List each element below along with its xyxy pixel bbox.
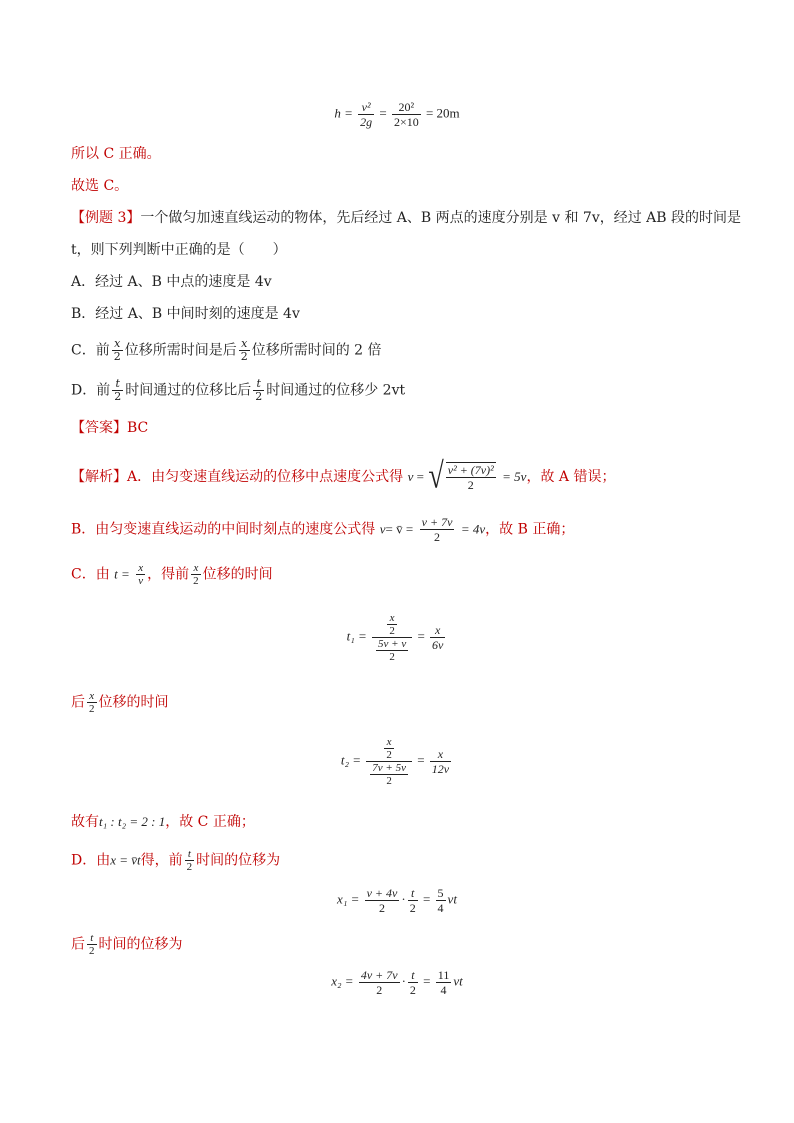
option-d: D．前 $\frac{t}{2}$ 时间通过的位移比后 $\frac{t}{2}$ 时间通过的位移少 2vt bbox=[71, 377, 406, 403]
analysis-a: 【解析】A．由匀变速直线运动的位移中点速度公式得 v = √ $\frac{\text{v² + (7v)²}}{2}$ = 5v，故 A 错误； bbox=[71, 456, 616, 497]
option-a: A．经过 A、B 中点的速度是 4v bbox=[71, 274, 272, 290]
analysis-d: D．由x = v̄t得，前 $\frac{t}{2}$ 时间的位移为 bbox=[71, 848, 281, 873]
option-b: B．经过 A、B 中间时刻的速度是 4v bbox=[71, 306, 300, 322]
option-c: C．前 $\frac{x}{2}$ 位移所需时间是后 $\frac{x}{2}$ 位移所需时间的 2 倍 bbox=[71, 337, 382, 363]
answer-line: 【答案】BC bbox=[71, 420, 149, 436]
equation-x2: x₂ = $\frac{4v + 7v}{2}$ · $\frac{t}{2}$ = $\frac{11}{4}$ vt bbox=[331, 968, 463, 997]
equation-x1: x₁ = $\frac{v + 4v}{2}$ · $\frac{t}{2}$ = $\frac{5}{4}$ vt bbox=[337, 886, 457, 915]
equation-t2: t₂ = $\frac{\frac{x}{2}}{\frac{7v + 5v}{2}}$ = $\frac{x}{12v}$ bbox=[340, 736, 450, 787]
equation-t1: t₁ = $\frac{\frac{x}{2}}{\frac{5v + v}{2}}$ = $\frac{x}{6v}$ bbox=[346, 612, 444, 663]
analysis-after-half-t: 后 $\frac{t}{2}$ 时间的位移为 bbox=[71, 932, 183, 957]
analysis-c: C．由 t = $\frac{x}{v}$ ，得前 $\frac{x}{2}$ 位移的时间 bbox=[71, 562, 273, 587]
analysis-b: B．由匀变速直线运动的中间时刻点的速度公式得 v= v̄ = $\frac{v + 7v}{2}$ = 4v，故 B 正确； bbox=[71, 515, 575, 544]
equation-h: h = $\frac{\text{v²}}{2g}$ = $\frac{\text{20²}}{2\times 10}$ = 20m bbox=[334, 100, 460, 129]
analysis-ratio: 故有t₁ : t₂ = 2 : 1，故 C 正确； bbox=[71, 814, 255, 830]
conclusion-choose-c: 故选 C。 bbox=[71, 178, 129, 194]
conclusion-c-correct: 所以 C 正确。 bbox=[71, 146, 161, 162]
example-3-line-2: t，则下列判断中正确的是（ ） bbox=[71, 242, 287, 258]
analysis-after-half-x: 后 $\frac{x}{2}$ 位移的时间 bbox=[71, 690, 169, 715]
example-3-line-1: 【例题 3】一个做匀加速直线运动的物体，先后经过 A、B 两点的速度分别是 v 和 7v，经过 AB 段的时间是 bbox=[71, 210, 742, 226]
example-tag: 【例题 3】 bbox=[71, 210, 141, 226]
